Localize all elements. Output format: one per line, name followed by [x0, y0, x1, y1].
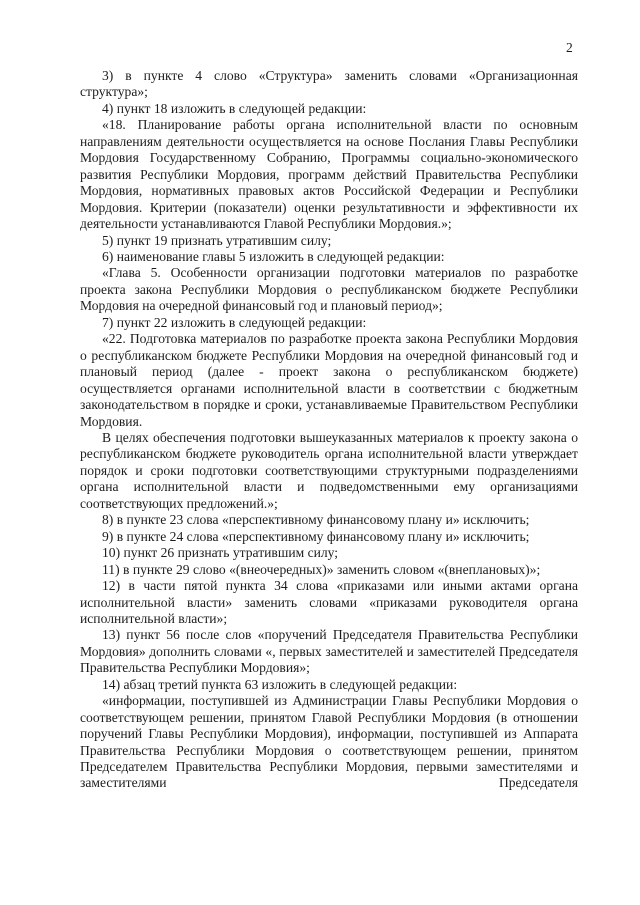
page-number: 2	[566, 40, 573, 55]
paragraph-item-22-text: «22. Подготовка материалов по разработке проекта закона Республики Мордовия о республиканском бюджете Республики Мордовия на очередной финансовый год и плановый период (далее - проект закона о республиканском бюджете) осуществляется органами исполнительной власти в соответствии с бюджетным законодательством в порядке и сроки, устанавливаемые Правительством Республики Мордовия.	[80, 331, 578, 429]
paragraph-item-10: 10) пункт 26 признать утратившим силу;	[102, 545, 339, 561]
paragraph-item-4: 4) пункт 18 изложить в следующей редакции:	[102, 100, 367, 116]
paragraph-item-7: 7) пункт 22 изложить в следующей редакции:	[102, 314, 367, 330]
paragraph-item-14-text: «информации, поступившей из Администрации Главы Республики Мордовия о соответствующем решении, принятом Главой Республики Мордовия (в отношении поручений Главы Республики Мордовия), информации, поступившей из Аппарата Правительства Республики Мордовия о соответствующем решении, принятом Председателем Правительства Республики Мордовия, первыми заместителями и заместителями Председателя	[80, 693, 578, 791]
paragraph-item-3: 3) в пункте 4 слово «Структура» заменить словами «Организационная структура»;	[80, 68, 578, 100]
paragraph-item-12: 12) в части пятой пункта 34 слова «приказами или иными актами органа исполнительной власти» заменить словами «приказами руководителя органа исполнительной власти»;	[80, 578, 578, 626]
paragraph-item-5: 5) пункт 19 признать утратившим силу;	[102, 232, 332, 248]
paragraph-chapter-5-title: «Глава 5. Особенности организации подготовки материалов по разработке проекта закона Республики Мордовия о республиканском бюджете Республики Мордовия на очередной финансовый год и плановый период»;	[80, 265, 578, 314]
paragraph-item-13: 13) пункт 56 после слов «поручений Председателя Правительства Республики Мордовия» дополнить словами «, первых заместителей и заместителей Председателя Правительства Республики Мордовия»;	[80, 627, 578, 676]
paragraph-item-9: 9) в пункте 24 слова «перспективному финансовому плану и» исключить;	[102, 528, 530, 544]
paragraph-item-14: 14) абзац третий пункта 63 изложить в следующей редакции:	[102, 676, 458, 692]
paragraph-item-18-text: «18. Планирование работы органа исполнительной власти по основным направлениям деятельности осуществляется на основе Послания Главы Республики Мордовия Государственному Собранию, Программы социально-экономического развития Республики Мордовия, программ действий Правительства Республики Мордовия, нормативных правовых актов Российской Федерации и Республики Мордовия. Критерии (показатели) оценки результативности и эффективности их деятельности устанавливаются Главой Республики Мордовия.»;	[80, 117, 578, 232]
paragraph-item-11: 11) в пункте 29 слово «(внеочередных)» заменить словом «(внеплановых)»;	[102, 561, 541, 577]
document-body	[80, 68, 578, 792]
paragraph-item-22-continuation: В целях обеспечения подготовки вышеуказанных материалов к проекту закона о республиканском бюджете руководитель органа исполнительной власти утверждает порядок и сроки подготовки соответствующими структурными подразделениями органа исполнительной власти и подведомственными ему организациями соответствующих предложений.»;	[80, 429, 578, 511]
paragraph-item-8: 8) в пункте 23 слова «перспективному финансовому плану и» исключить;	[102, 512, 530, 528]
paragraph-item-6: 6) наименование главы 5 изложить в следующей редакции:	[102, 248, 445, 264]
